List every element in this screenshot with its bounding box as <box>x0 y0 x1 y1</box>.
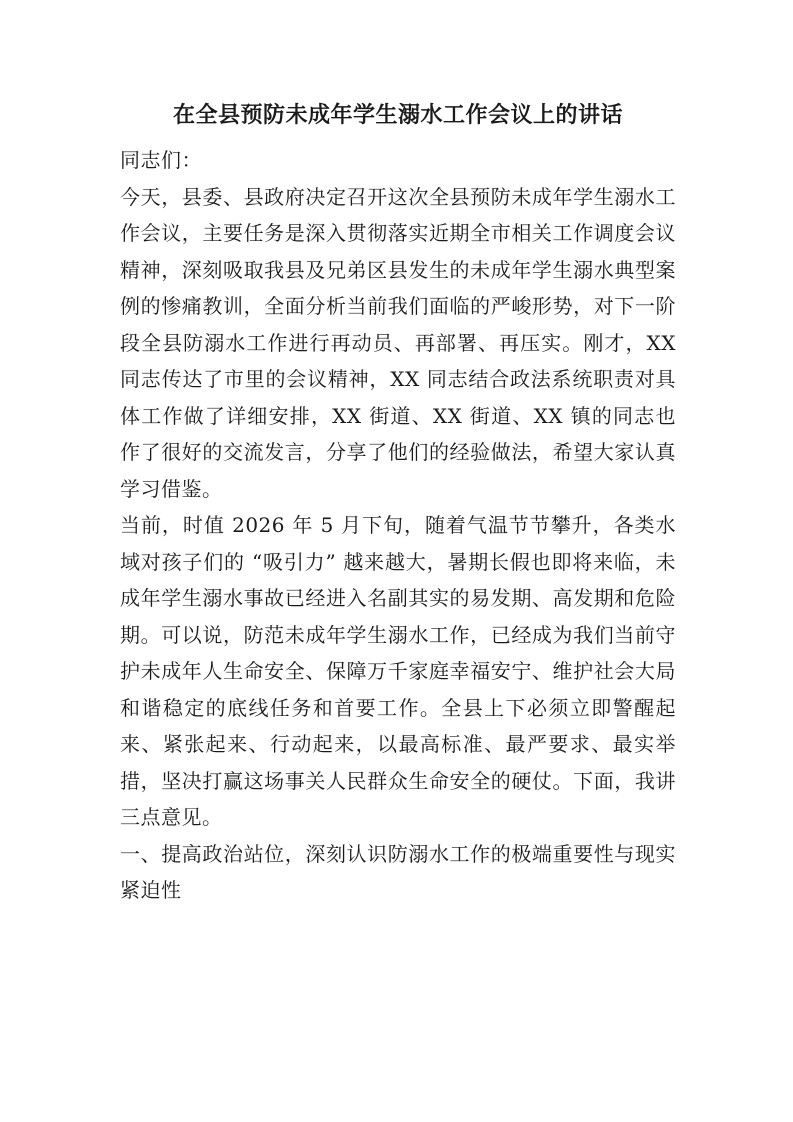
situation-paragraph: 当前，时值 2026 年 5 月下旬，随着气温节节攀升，各类水域对孩子们的 “吸引力” 越来越大，暑期长假也即将来临，未成年学生溺水事故已经进入名副其实的易发期、高发期和危险期。可以说，防范未成年学生溺水工作，已经成为我们当前守护未成年人生命安全、保障万千家庭幸福安宁、维护社会大局和谐稳定的底线任务和首要工作。全县上下必须立即警醒起来、紧张起来、行动起来，以最高标准、最严要求、最实举措，坚决打赢这场事关人民群众生命安全的硬仗。下面，我讲三点意见。 <box>120 513 676 829</box>
section-heading-1: 一、提高政治站位，深刻认识防溺水工作的极端重要性与现实紧迫性 <box>120 841 676 902</box>
salutation-paragraph: 同志们： <box>120 148 202 172</box>
document-body <box>120 142 676 909</box>
opening-paragraph: 今天，县委、县政府决定召开这次全县预防未成年学生溺水工作会议，主要任务是深入贯彻落实近期全市相关工作调度会议精神，深刻吸取我县及兄弟区县发生的未成年学生溺水典型案例的惨痛教训，全面分析当前我们面临的严峻形势，对下一阶段全县防溺水工作进行再动员、再部署、再压实。刚才，XX 同志传达了市里的会议精神，XX 同志结合政法系统职责对具体工作做了详细安排，XX 街道、XX 街道、XX 镇的同志也作了很好的交流发言，分享了他们的经验做法，希望大家认真学习借鉴。 <box>120 184 676 501</box>
document-title: 在全县预防未成年学生溺水工作会议上的讲话 <box>172 102 623 128</box>
